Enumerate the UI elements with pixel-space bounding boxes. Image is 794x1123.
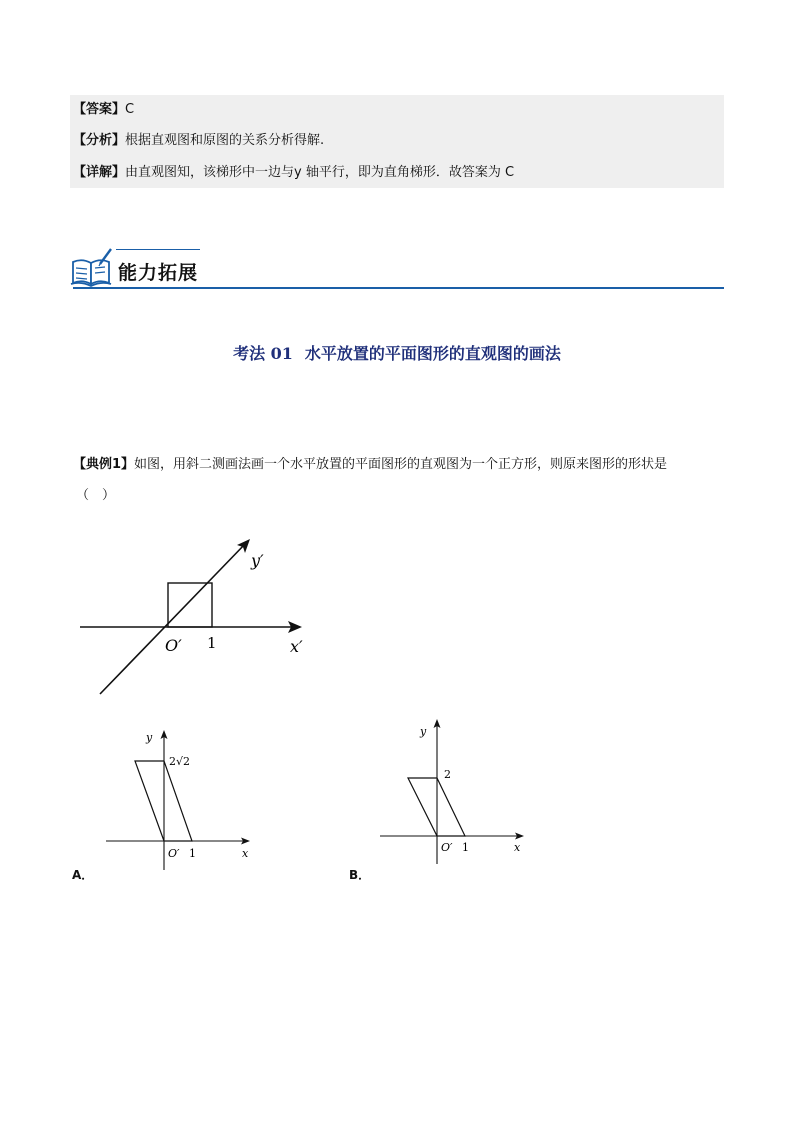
option-a-x-tick: 1 bbox=[189, 847, 196, 860]
answer-tag: 【答案】 bbox=[73, 102, 126, 117]
option-b-x-label: x bbox=[514, 841, 521, 854]
origin-label: O′ bbox=[165, 636, 182, 655]
option-a-y-tick: 2√2 bbox=[169, 755, 191, 768]
section-rule bbox=[73, 287, 724, 289]
section-header bbox=[70, 246, 724, 290]
option-b-figure bbox=[375, 716, 535, 866]
open-book-pen-icon bbox=[70, 248, 114, 288]
detail-text: 由直观图知，该梯形中一边与y 轴平行，即为直角梯形．故答案为 C bbox=[125, 165, 515, 180]
x-prime-label: x′ bbox=[290, 637, 303, 656]
option-a-figure bbox=[100, 728, 260, 873]
main-figure bbox=[70, 530, 320, 705]
analysis-tag: 【分析】 bbox=[73, 133, 126, 148]
kaofa-title: 水平放置的平面图形的直观图的画法 bbox=[304, 344, 561, 363]
answer-value: C bbox=[125, 102, 135, 117]
section-title: 能力拓展 bbox=[118, 262, 199, 284]
y-prime-label: y′ bbox=[251, 551, 264, 570]
kaofa-label: 考法 01 bbox=[233, 344, 293, 363]
question-line bbox=[73, 453, 667, 472]
option-b-x-tick: 1 bbox=[462, 841, 469, 854]
analysis-text: 根据直观图和原图的关系分析得解. bbox=[125, 133, 325, 148]
option-b-label[interactable]: B． bbox=[349, 868, 371, 882]
kaofa-heading bbox=[0, 341, 794, 364]
detail-tag: 【详解】 bbox=[73, 165, 126, 180]
option-a-y-label: y bbox=[146, 731, 153, 744]
square-shape bbox=[168, 583, 212, 627]
question-text: 如图，用斜二测画法画一个水平放置的平面图形的直观图为一个正方形，则原来图形的形状是 bbox=[134, 457, 668, 472]
tick-label: 1 bbox=[207, 634, 217, 652]
section-top-rule bbox=[116, 249, 200, 250]
option-a-x-label: x bbox=[242, 847, 249, 860]
option-b-y-tick: 2 bbox=[444, 768, 451, 781]
option-b-origin: O′ bbox=[441, 841, 453, 854]
detail-line bbox=[73, 164, 514, 182]
option-a-label[interactable]: A． bbox=[72, 868, 94, 882]
analysis-line bbox=[73, 132, 324, 150]
y-prime-axis bbox=[100, 543, 246, 694]
question-tag: 【典例1】 bbox=[73, 457, 135, 472]
question-paren: （ ） bbox=[76, 488, 116, 503]
option-b-y-label: y bbox=[420, 725, 427, 738]
answer-line bbox=[73, 101, 134, 119]
option-a-origin: O′ bbox=[168, 847, 180, 860]
